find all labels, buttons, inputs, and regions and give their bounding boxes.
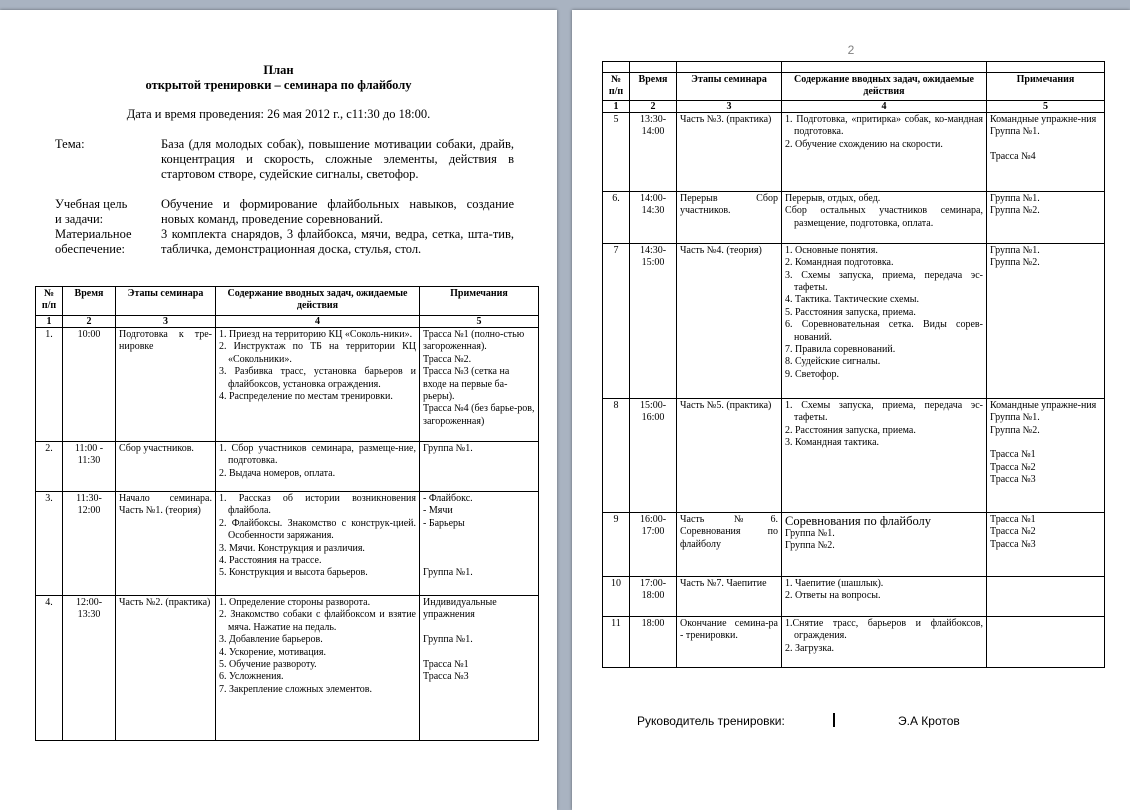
table-row bbox=[603, 576, 1105, 616]
note-item: Трасса №3 bbox=[990, 474, 1036, 486]
colnum-1: 1 bbox=[603, 100, 630, 112]
content-item: 1. Чаепитие (шашлык). bbox=[785, 577, 884, 589]
row-time: 11:00 - 11:30 bbox=[63, 442, 116, 492]
content-item: 3. Разбивка трасс, установка барьеров и флайбоксов, установка ограждения. bbox=[219, 366, 416, 390]
table-header-row bbox=[36, 287, 539, 316]
row-time: 17:00- 18:00 bbox=[630, 576, 677, 616]
row-stage: Часть №3. (практика) bbox=[677, 112, 782, 191]
header-notes: Примечания bbox=[420, 287, 539, 316]
plan-title: План bbox=[263, 63, 294, 77]
content-item: 5. Расстояния запуска, приема. bbox=[785, 306, 916, 318]
colnum-1: 1 bbox=[36, 316, 63, 328]
row-number: 5 bbox=[603, 112, 630, 191]
content-item: 6. Соревновательная сетка. Виды сорев-нований. bbox=[785, 319, 983, 343]
content-item: 2. Ответы на вопросы. bbox=[785, 590, 881, 602]
note-item: Трасса №4 bbox=[990, 151, 1036, 163]
colnum-3: 3 bbox=[677, 100, 782, 112]
content-item: 7. Правила соревнований. bbox=[785, 344, 896, 356]
row-time: 13:30- 14:00 bbox=[630, 112, 677, 191]
note-item bbox=[990, 139, 1101, 151]
row-stage: Часть №7. Чаепитие bbox=[677, 576, 782, 616]
content-item: 4. Распределение по местам тренировки. bbox=[219, 391, 393, 403]
document-page-2 bbox=[572, 10, 1130, 810]
row-number: 2. bbox=[36, 442, 63, 492]
table-row bbox=[603, 243, 1105, 398]
header-num: № п/п bbox=[603, 73, 630, 101]
colnum-5: 5 bbox=[987, 100, 1105, 112]
colnum-2: 2 bbox=[63, 316, 116, 328]
document-page-1 bbox=[0, 10, 557, 810]
note-item: Группа №1. bbox=[990, 244, 1040, 256]
note-item: Группа №1. bbox=[990, 126, 1040, 138]
note-item bbox=[423, 543, 535, 555]
row-notes bbox=[420, 596, 539, 741]
row-content bbox=[216, 596, 420, 741]
row-content bbox=[782, 191, 987, 243]
content-item: 2. Загрузка. bbox=[785, 642, 835, 654]
row-notes bbox=[987, 512, 1105, 576]
row-number: 9 bbox=[603, 512, 630, 576]
content-item: 2. Расстояния запуска, приема. bbox=[785, 424, 916, 436]
row-number: 1. bbox=[36, 328, 63, 442]
colnum-2: 2 bbox=[630, 100, 677, 112]
row-stage: Сбор участников. bbox=[116, 442, 216, 492]
row-time: 14:00- 14:30 bbox=[630, 191, 677, 243]
note-item: Группа №2. bbox=[990, 424, 1040, 436]
note-item: Группа №2. bbox=[990, 257, 1040, 269]
row-content bbox=[782, 243, 987, 398]
row-notes bbox=[420, 492, 539, 596]
row-number: 11 bbox=[603, 616, 630, 667]
material-label: Материальное обеспечение: bbox=[55, 227, 132, 256]
row-notes bbox=[987, 243, 1105, 398]
colnum-4: 4 bbox=[782, 100, 987, 112]
note-item: Группа №2. bbox=[990, 205, 1040, 217]
content-item: 2. Знакомство собаки с флайбоксом и взятие мяча. Нажатие на педаль. bbox=[219, 609, 416, 633]
content-item: Перерыв, отдых, обед. bbox=[785, 192, 881, 204]
note-item: Трасса №1 bbox=[990, 449, 1036, 461]
signature-label: Руководитель тренировки: bbox=[637, 714, 785, 728]
note-item: Трасса №3 bbox=[990, 538, 1036, 550]
content-item: 1. Приезд на территорию КЦ «Соколь-ники». bbox=[219, 329, 413, 340]
content-item: 5. Конструкция и высота барьеров. bbox=[219, 567, 368, 579]
row-time: 16:00- 17:00 bbox=[630, 512, 677, 576]
note-item: Трасса №3 bbox=[423, 671, 469, 683]
header-time: Время bbox=[63, 287, 116, 316]
row-number: 3. bbox=[36, 492, 63, 596]
content-item: 2. Командная подготовка. bbox=[785, 257, 894, 269]
colnum-3: 3 bbox=[116, 316, 216, 328]
note-item: Группа №1. bbox=[423, 443, 473, 454]
content-item: 1. Схемы запуска, приема, передача эс-тафеты. bbox=[785, 399, 983, 424]
theme-label: Тема: bbox=[55, 137, 85, 151]
row-notes bbox=[987, 191, 1105, 243]
row-number: 6. bbox=[603, 191, 630, 243]
row-stage: Перерыв Сбор участников. bbox=[677, 191, 782, 243]
row-time: 10:00 bbox=[63, 328, 116, 442]
content-item: Сбор остальных участников семинара, размещение, подготовка, оплата. bbox=[785, 205, 983, 229]
row-stage: Часть №5. (практика) bbox=[677, 398, 782, 512]
row-content bbox=[782, 576, 987, 616]
colnum-5: 5 bbox=[420, 316, 539, 328]
header-time: Время bbox=[630, 73, 677, 101]
material-value: 3 комплекта снарядов, 3 флайбокса, мячи, ведра, сетка, шта-тив, табличка, демонстрационная доска, стулья, стол. bbox=[161, 227, 514, 256]
row-content bbox=[782, 512, 987, 576]
row-content bbox=[216, 442, 420, 492]
row-notes bbox=[987, 398, 1105, 512]
content-item: 2. Флайбоксы. Знакомство с конструк-цией. Особенности заряжания. bbox=[219, 517, 416, 542]
page-number: 2 bbox=[847, 43, 855, 57]
note-item bbox=[423, 647, 535, 659]
row-notes bbox=[420, 328, 539, 442]
content-item: 1. Подготовка, «притирка» собак, ко-мандная подготовка. bbox=[785, 113, 983, 138]
goal-value: Обучение и формирование флайбольных навыков, создание новых команд, проведение соревнований. bbox=[161, 197, 514, 226]
plan-table-part2 bbox=[602, 61, 1105, 668]
note-item: Трасса №3 (сетка на входе на первые ба-рьеры). bbox=[423, 366, 510, 403]
row-time: 18:00 bbox=[630, 616, 677, 667]
note-item: Трасса №2 bbox=[990, 461, 1036, 473]
row-content bbox=[782, 398, 987, 512]
table-row bbox=[603, 191, 1105, 243]
header-num: № п/п bbox=[36, 287, 63, 316]
row-stage: Подготовка к тре-нировке bbox=[116, 328, 216, 442]
signature-name: Э.А Кротов bbox=[898, 714, 960, 728]
content-heading: Соревнования по флайболу bbox=[785, 513, 932, 528]
content-item: 1. Основные понятия. bbox=[785, 244, 878, 256]
row-content bbox=[216, 328, 420, 442]
header-notes: Примечания bbox=[987, 73, 1105, 101]
content-item: 6. Усложнения. bbox=[219, 671, 284, 683]
content-item: 1. Определение стороны разворота. bbox=[219, 597, 371, 608]
content-item: 1.Снятие трасс, барьеров и флайбоксов, ограждения. bbox=[785, 617, 983, 642]
table-row bbox=[36, 442, 539, 492]
content-item: 4. Расстояния на трассе. bbox=[219, 555, 322, 567]
content-item: 3. Мячи. Конструкция и различия. bbox=[219, 542, 365, 554]
note-item bbox=[423, 530, 535, 542]
note-item: - Мячи bbox=[423, 505, 453, 517]
note-item: Трасса №2 bbox=[990, 526, 1036, 538]
row-number: 7 bbox=[603, 243, 630, 398]
goal-label: Учебная цель и задачи: bbox=[55, 197, 128, 226]
note-item bbox=[990, 437, 1101, 449]
plan-subtitle: открытой тренировки – семинара по флайболу bbox=[145, 78, 412, 92]
note-item: Группа №1. bbox=[423, 567, 473, 579]
header-content: Содержание вводных задач, ожидаемые действия bbox=[216, 287, 420, 316]
column-number-row bbox=[603, 100, 1105, 112]
content-item: 8. Судейские сигналы. bbox=[785, 356, 881, 368]
content-item: 2. Выдача номеров, оплата. bbox=[219, 467, 336, 479]
note-item: Индивидуальные упражнения bbox=[423, 597, 497, 621]
note-item: Трасса №2. bbox=[423, 353, 472, 365]
note-item: Трасса №1 (полно-стью загороженная). bbox=[423, 329, 525, 353]
row-content bbox=[216, 492, 420, 596]
content-item: 1. Сбор участников семинара, размеще-ние, подготовка. bbox=[219, 443, 416, 467]
content-item: 2. Инструктаж по ТБ на территории КЦ «Сокольники». bbox=[219, 341, 416, 365]
note-item: Группа №1. bbox=[990, 192, 1040, 204]
content-item: 9. Светофор. bbox=[785, 368, 839, 380]
plan-table-part1 bbox=[35, 286, 539, 741]
table-row bbox=[36, 492, 539, 596]
note-item bbox=[423, 622, 535, 634]
row-time: 11:30- 12:00 bbox=[63, 492, 116, 596]
content-item: Группа №2. bbox=[785, 540, 835, 552]
content-item: 2. Обучение схождению на скорости. bbox=[785, 138, 943, 150]
row-notes bbox=[987, 616, 1105, 667]
row-stage: Часть №4. (теория) bbox=[677, 243, 782, 398]
note-item: Трасса №1 bbox=[990, 513, 1036, 525]
table-row bbox=[603, 112, 1105, 191]
note-item: Группа №1. bbox=[990, 412, 1040, 424]
note-item: Командные упражне-ния bbox=[990, 113, 1097, 125]
table-header-row bbox=[603, 73, 1105, 101]
row-stage: Часть №2. (практика) bbox=[116, 596, 216, 741]
column-number-row bbox=[36, 316, 539, 328]
theme-value: База (для молодых собак), повышение мотивации собаки, драйв, концентрация и скорость, сложные элементы, действия в стартовом створе, судейские сигналы, светофор. bbox=[161, 137, 514, 181]
row-stage: Начало семинара. Часть №1. (теория) bbox=[116, 492, 216, 596]
table-row bbox=[603, 616, 1105, 667]
row-time: 12:00- 13:30 bbox=[63, 596, 116, 741]
table-spacer-row bbox=[603, 62, 1105, 73]
row-stage: Часть №6. Соревнования по флайболу bbox=[677, 512, 782, 576]
note-item: Группа №1. bbox=[423, 634, 473, 646]
row-time: 15:00- 16:00 bbox=[630, 398, 677, 512]
row-time: 14:30- 15:00 bbox=[630, 243, 677, 398]
note-item: Трасса №1 bbox=[423, 659, 469, 670]
plan-datetime: Дата и время проведения: 26 мая 2012 г., с11:30 до 18:00. bbox=[126, 107, 431, 121]
note-item: Трасса №4 (без барье-ров, загороженная) bbox=[423, 403, 535, 427]
row-content bbox=[782, 616, 987, 667]
note-item bbox=[423, 555, 535, 567]
content-item: 3. Схемы запуска, приема, передача эс-тафеты. bbox=[785, 269, 983, 294]
table-row bbox=[36, 328, 539, 442]
row-number: 10 bbox=[603, 576, 630, 616]
note-item: - Барьеры bbox=[423, 517, 465, 529]
colnum-4: 4 bbox=[216, 316, 420, 328]
content-item: 7. Закрепление сложных элементов. bbox=[219, 683, 372, 695]
content-item: 4. Ускорение, мотивация. bbox=[219, 646, 326, 658]
content-item: Группа №1. bbox=[785, 527, 835, 539]
content-item: 3. Добавление барьеров. bbox=[219, 634, 323, 646]
content-item: 5. Обучение развороту. bbox=[219, 659, 317, 671]
row-notes bbox=[987, 576, 1105, 616]
row-number: 8 bbox=[603, 398, 630, 512]
row-stage: Окончание семина-ра - тренировки. bbox=[677, 616, 782, 667]
table-row bbox=[603, 512, 1105, 576]
header-stage: Этапы семинара bbox=[677, 73, 782, 101]
row-number: 4. bbox=[36, 596, 63, 741]
table-row bbox=[603, 398, 1105, 512]
header-content: Содержание вводных задач, ожидаемые действия bbox=[782, 73, 987, 101]
note-item: Командные упражне-ния bbox=[990, 399, 1097, 411]
content-item: 1. Рассказ об истории возникновения флайбола. bbox=[219, 493, 416, 517]
table-row bbox=[36, 596, 539, 741]
note-item: - Флайбокс. bbox=[423, 493, 473, 504]
row-notes bbox=[987, 112, 1105, 191]
row-content bbox=[782, 112, 987, 191]
header-stage: Этапы семинара bbox=[116, 287, 216, 316]
content-item: 4. Тактика. Тактические схемы. bbox=[785, 294, 919, 306]
text-cursor bbox=[833, 713, 835, 727]
row-notes bbox=[420, 442, 539, 492]
content-item: 3. Командная тактика. bbox=[785, 437, 880, 449]
